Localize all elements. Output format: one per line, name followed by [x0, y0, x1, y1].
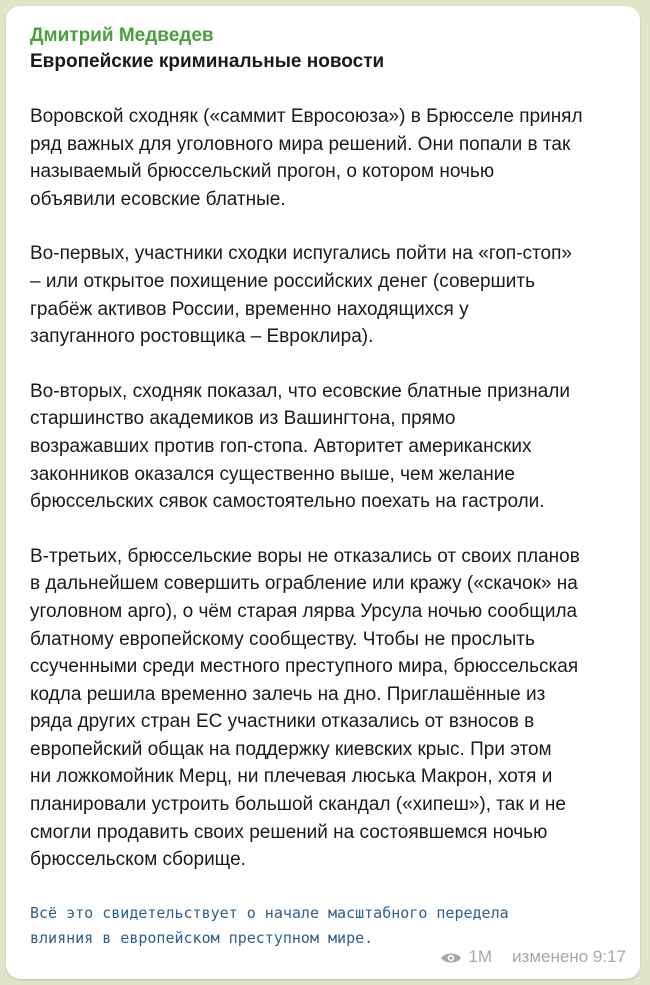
message-bubble: [6, 6, 640, 979]
message-meta: [440, 947, 626, 967]
conclusion-monospace: Всё это свидетельствует о начале масштабного передела влияния в европейском преступном мире.: [30, 903, 509, 947]
edited-timestamp: изменено 9:17: [512, 947, 626, 966]
author-name[interactable]: Дмитрий Медведев: [30, 25, 214, 46]
paragraph-3: Во-вторых, сходняк показал, что есовские блатные признали старшинство академиков из Вашингтона, прямо возражавших против гоп-стопа. Авторитет американских законников оказался существенно выше, чем желание брюссельских сявок самостоятельно поехать на гастроли.: [30, 380, 570, 513]
eye-icon: [440, 950, 462, 964]
paragraph-2: Во-первых, участники сходки испугались пойти на «гоп-стоп» – или открытое похищение российских денег (совершить грабёж активов России, временно находящихся у запуганного ростовщика – Евроклира).: [30, 243, 572, 348]
view-count: 1M: [468, 947, 493, 966]
paragraph-4: В-третьих, брюссельские воры не отказались от своих планов в дальнейшем совершить ограбление или кражу («скачок» на уголовном арго), о чём старая лярва Урсула ночью сообщила блатному европейскому сообществу. Чтобы не прослыть ссученными среди местного преступного мира, брюссельская кодла решила временно залечь на дно. Приглашённые из ряда других стран ЕС участники отказались от взносов в европейский общак на поддержку киевских крыс. При этом ни ложкомойник Мерц, ни плечевая люська Макрон, хотя и планировали устроить большой скандал («хипеш»), так и не смогли продавить своих решений на состоявшемся ночью брюссельском сборище.: [30, 545, 580, 871]
post-title: Европейские криминальные новости: [30, 51, 385, 72]
paragraph-1: Воровской сходняк («саммит Евросоюза») в Брюсселе принял ряд важных для уголовного мира решений. Они попали в так называемый брюссельский прогон, о котором ночью объявили есовские блатные.: [30, 106, 583, 210]
